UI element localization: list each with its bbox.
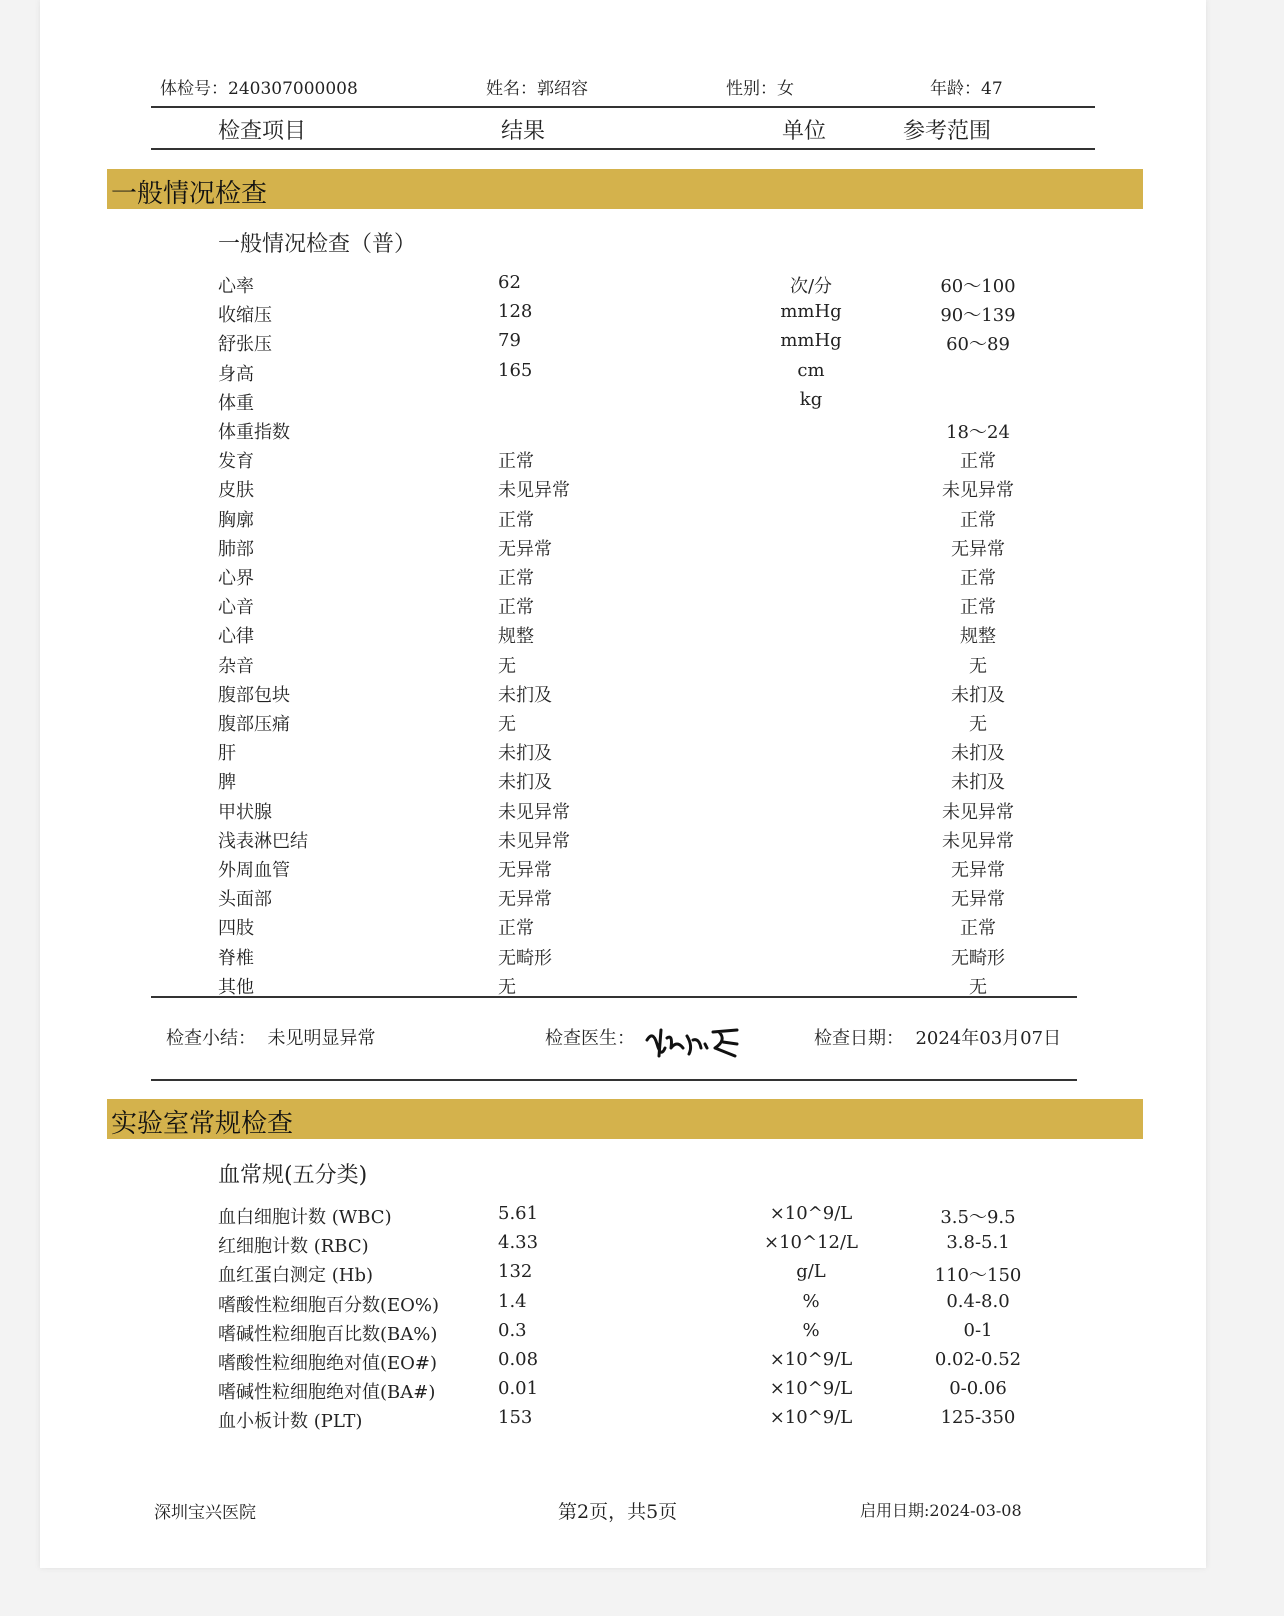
item-unit: ×10^9/L [769,1203,853,1224]
item-name: 嗜酸性粒细胞百分数(EO%) [218,1294,440,1316]
footer-enable-date: 启用日期:2024-03-08 [860,1501,1022,1520]
item-unit: cm [797,359,825,381]
table-row [40,330,1206,359]
item-range: 未扪及 [951,684,1005,706]
item-result: 0.01 [498,1378,539,1400]
item-name: 心律 [218,626,254,648]
item-range: 0.02-0.52 [934,1349,1022,1370]
table-row [40,447,1206,476]
table-row [40,389,1206,418]
header-bottom-rule [151,148,1095,150]
table-row [40,564,1206,593]
item-result: 无畸形 [498,947,552,969]
table-row [40,827,1206,856]
item-name: 收缩压 [218,305,272,327]
table-row [40,1261,1206,1290]
item-range: 未见异常 [942,801,1014,823]
item-result: 165 [498,359,533,381]
header-top-rule [151,106,1095,108]
table-row [40,856,1206,885]
item-name: 体重 [218,392,254,414]
column-header-range: 参考范围 [903,119,992,144]
table-row [40,768,1206,797]
item-result: 无异常 [498,538,552,560]
item-unit: mmHg [780,330,842,352]
item-range: 未扪及 [951,743,1005,765]
item-name: 身高 [218,363,254,385]
item-name: 发育 [218,451,254,473]
item-result: 79 [498,330,521,352]
item-name: 甲状腺 [218,801,272,823]
table-row [40,476,1206,505]
item-unit: kg [799,388,823,410]
item-range: 无 [969,655,987,677]
item-result: 未扪及 [498,743,552,765]
table-row [40,739,1206,768]
item-name: 脊椎 [218,947,254,969]
item-unit: ×10^9/L [769,1378,853,1400]
item-unit: ×10^9/L [769,1349,853,1370]
item-name: 红细胞计数 (RBC) [218,1236,369,1258]
item-name: 腹部压痛 [218,714,290,735]
item-result: 未见异常 [498,830,570,852]
item-unit: g/L [796,1261,826,1283]
patient-name: 姓名：郭绍容 [486,79,588,99]
subsection-title-blood: 血常规(五分类) [218,1163,368,1188]
table-row [40,681,1206,710]
item-name: 杂音 [218,655,254,677]
item-name: 心界 [218,568,254,589]
table-row [40,885,1206,914]
section-band-lab [107,1099,1143,1139]
item-range: 未扪及 [951,772,1005,794]
exam-number: 体检号：240307000008 [160,79,358,99]
table-row [40,301,1206,330]
item-unit: 次/分 [789,276,833,297]
item-unit: ×10^9/L [769,1407,853,1429]
item-result: 无异常 [498,860,552,881]
patient-gender: 性别：女 [726,79,794,99]
table-row [40,1349,1206,1378]
item-unit: % [802,1290,820,1312]
item-result: 未扪及 [498,684,552,706]
item-range: 正常 [960,451,996,473]
item-name: 血小板计数 (PLT) [218,1411,363,1433]
item-range: 无异常 [951,538,1005,560]
section-title-general: 一般情况检查 [111,179,268,209]
item-range: 未见异常 [942,830,1014,852]
item-range: 18～24 [946,422,1010,443]
item-result: 无 [498,976,516,998]
item-unit: ×10^12/L [764,1232,858,1254]
section-band-general [107,169,1143,209]
item-result: 未见异常 [498,480,570,502]
table-row [40,593,1206,622]
table-row [40,506,1206,535]
item-name: 嗜碱性粒细胞绝对值(BA#) [218,1382,436,1404]
item-range: 60～89 [946,334,1010,356]
section-title-lab: 实验室常规检查 [111,1109,294,1139]
patient-age: 年龄：47 [930,79,1003,99]
item-result: 1.4 [498,1290,527,1312]
item-result: 5.61 [498,1203,539,1224]
item-name: 皮肤 [218,480,254,502]
item-unit: % [802,1319,820,1341]
item-result: 正常 [498,918,534,940]
table-row [40,798,1206,827]
item-name: 脾 [218,772,236,794]
item-result: 153 [498,1407,533,1429]
column-header-result: 结果 [501,119,546,144]
item-name: 血红蛋白测定 (Hb) [218,1265,373,1287]
item-name: 腹部包块 [218,684,290,706]
table-row [40,652,1206,681]
item-range: 正常 [960,568,996,589]
item-range: 无异常 [951,889,1005,911]
item-name: 其他 [218,976,254,998]
column-header-item: 检查项目 [218,119,307,144]
table-row [40,914,1206,943]
table-end-rule [151,996,1077,998]
item-range: 正常 [960,918,996,940]
item-name: 肺部 [218,538,254,560]
item-result: 无 [498,714,516,735]
item-unit: mmHg [780,301,842,323]
item-range: 0-0.06 [949,1378,1007,1400]
table-row [40,1203,1206,1232]
item-range: 无 [969,714,987,735]
item-name: 肝 [218,743,236,765]
item-name: 嗜碱性粒细胞百比数(BA%) [218,1323,438,1345]
item-result: 128 [498,301,533,323]
item-name: 浅表淋巴结 [218,830,308,852]
table-row [40,360,1206,389]
item-result: 无 [498,655,516,677]
item-name: 血白细胞计数 (WBC) [218,1207,392,1228]
item-range: 0.4-8.0 [946,1290,1010,1312]
table-row [40,944,1206,973]
item-result: 未见异常 [498,801,570,823]
item-result: 正常 [498,597,534,619]
item-result: 无异常 [498,889,552,911]
doctor-signature [643,1018,743,1062]
item-range: 规整 [960,626,996,648]
item-range: 60～100 [940,276,1016,297]
item-result: 正常 [498,509,534,531]
item-result: 0.3 [498,1319,527,1341]
item-range: 正常 [960,597,996,619]
item-range: 3.8-5.1 [946,1232,1010,1254]
item-result: 62 [498,272,521,293]
item-range: 90～139 [940,305,1016,327]
item-result: 正常 [498,568,534,589]
table-row [40,1378,1206,1407]
item-range: 无异常 [951,860,1005,881]
item-name: 胸廓 [218,509,254,531]
item-name: 四肢 [218,918,254,940]
exam-date: 检查日期： 2024年03月07日 [814,1028,1062,1049]
item-name: 舒张压 [218,334,272,356]
table-row [40,710,1206,739]
item-result: 未扪及 [498,772,552,794]
table-row [40,1320,1206,1349]
item-result: 132 [498,1261,533,1283]
table-row [40,1232,1206,1261]
item-range: 3.5～9.5 [940,1207,1016,1228]
item-range: 未见异常 [942,480,1014,502]
item-result: 0.08 [498,1349,539,1370]
report-page [40,0,1206,1568]
exam-summary: 检查小结： 未见明显异常 [166,1028,376,1049]
item-range: 0-1 [963,1319,993,1341]
table-row [40,272,1206,301]
table-row [40,535,1206,564]
item-name: 头面部 [218,889,272,911]
item-range: 125-350 [940,1407,1016,1429]
table-row [40,1407,1206,1436]
item-name: 心音 [218,597,254,619]
item-range: 无畸形 [951,947,1005,969]
subsection-title-general: 一般情况检查（普） [218,232,417,257]
footer-hospital: 深圳宝兴医院 [154,1503,256,1523]
item-name: 外周血管 [218,860,290,881]
item-result: 4.33 [498,1232,539,1254]
item-result: 正常 [498,451,534,473]
table-row [40,418,1206,447]
item-result: 规整 [498,626,534,648]
summary-end-rule [151,1079,1077,1081]
item-range: 正常 [960,509,996,531]
item-name: 体重指数 [218,422,290,443]
column-header-unit: 单位 [782,119,827,144]
table-row [40,622,1206,651]
item-range: 110～150 [934,1265,1022,1287]
item-range: 无 [969,976,987,998]
footer-page-number: 第2页，共5页 [558,1501,678,1523]
table-row [40,1291,1206,1320]
item-name: 心率 [218,276,254,297]
item-name: 嗜酸性粒细胞绝对值(EO#) [218,1353,438,1374]
exam-doctor-label: 检查医生： [545,1028,635,1049]
